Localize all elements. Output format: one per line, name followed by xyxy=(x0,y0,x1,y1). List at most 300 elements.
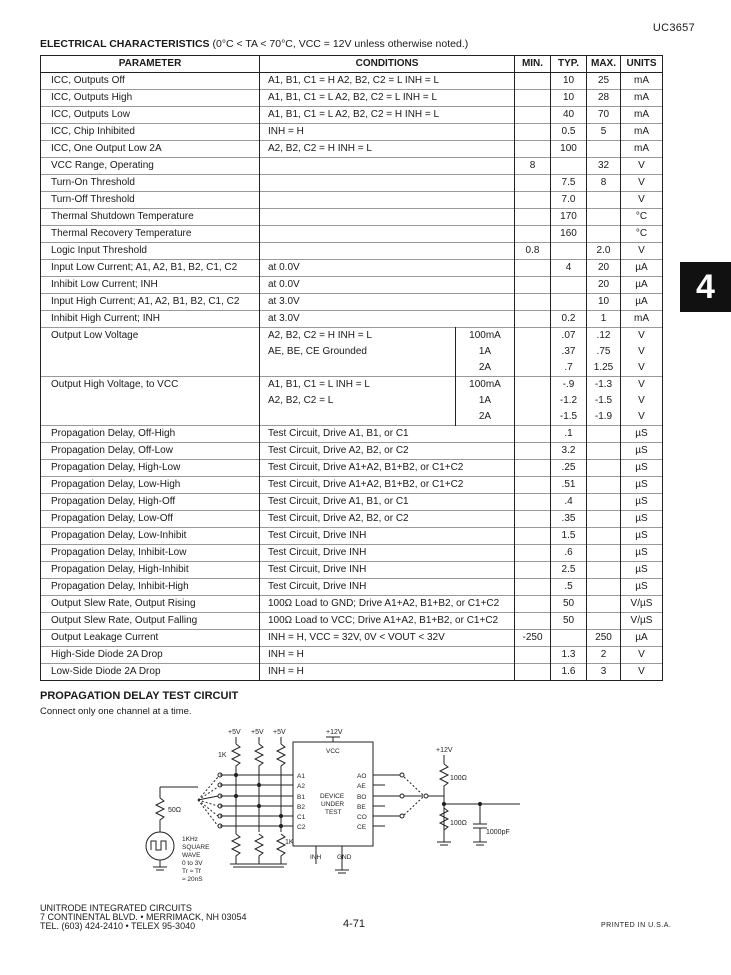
table-row xyxy=(41,294,663,311)
electrical-characteristics-title xyxy=(40,38,468,50)
cell-conditions xyxy=(260,158,515,175)
cell-min xyxy=(515,90,551,107)
cell-parameter: Turn-Off Threshold xyxy=(41,192,260,209)
cell-conditions: Test Circuit, Drive INH xyxy=(260,545,515,562)
cell-parameter: Output Slew Rate, Output Rising xyxy=(41,596,260,613)
cell-units: V xyxy=(621,243,663,260)
cell-typ: 4 xyxy=(551,260,587,277)
cell-min xyxy=(515,562,551,579)
cell-conditions: Test Circuit, Drive A1+A2, B1+B2, or C1+C2 xyxy=(260,477,515,494)
cell-parameter: Propagation Delay, Inhibit-Low xyxy=(41,545,260,562)
resistor-1k-bottom-label: 1K xyxy=(285,839,294,846)
cell-max: 5 xyxy=(587,124,621,141)
output-pin-label: BO xyxy=(357,794,367,801)
cell-units: mA xyxy=(621,90,663,107)
source-spec: SQUARE xyxy=(182,844,210,851)
cell-conditions: Test Circuit, Drive A1, B1, or C1 xyxy=(260,426,515,443)
supply-label: +5V xyxy=(228,729,241,736)
cell-max: 25 xyxy=(587,73,621,90)
table-row xyxy=(41,226,663,243)
cell-typ: 10 xyxy=(551,73,587,90)
input-pin-label: A1 xyxy=(297,773,305,780)
cell-units: µA xyxy=(621,277,663,294)
cell-max: 3 xyxy=(587,664,621,681)
cell-max: 2 xyxy=(587,647,621,664)
cell-units: mA xyxy=(621,107,663,124)
cell-max: -1.5 xyxy=(587,393,621,409)
cell-max xyxy=(587,511,621,528)
cell-min xyxy=(515,613,551,630)
cell-units: mA xyxy=(621,311,663,328)
table-row xyxy=(41,124,663,141)
cell-conditions: Test Circuit, Drive A1+A2, B1+B2, or C1+C2 xyxy=(260,460,515,477)
cell-parameter: Thermal Shutdown Temperature xyxy=(41,209,260,226)
cell-parameter: Inhibit High Current; INH xyxy=(41,311,260,328)
load-supply-label: +12V xyxy=(436,747,453,754)
table-row xyxy=(41,377,663,394)
cell-typ xyxy=(551,158,587,175)
gnd-pin-label: GND xyxy=(337,854,352,861)
cell-typ: -.9 xyxy=(551,377,587,394)
cell-units: µS xyxy=(621,443,663,460)
table-row xyxy=(41,494,663,511)
cell-typ: .1 xyxy=(551,426,587,443)
propagation-delay-test-circuit xyxy=(130,722,530,892)
cell-units: V xyxy=(621,192,663,209)
cell-max xyxy=(587,579,621,596)
cell-conditions: A1, B1, C1 = L A2, B2, C2 = H INH = L xyxy=(260,107,515,124)
input-pin-label: B1 xyxy=(297,794,305,801)
cell-typ xyxy=(551,294,587,311)
cell-min xyxy=(515,124,551,141)
cell-min xyxy=(515,511,551,528)
cell-max xyxy=(587,562,621,579)
supply-label: +5V xyxy=(273,729,286,736)
cell-units: V xyxy=(621,360,663,377)
cell-typ: 50 xyxy=(551,613,587,630)
cell-typ: 1.5 xyxy=(551,528,587,545)
cell-parameter: Output Slew Rate, Output Falling xyxy=(41,613,260,630)
cell-units: µA xyxy=(621,630,663,647)
source-resistor xyxy=(156,798,164,832)
cell-parameter: ICC, Chip Inhibited xyxy=(41,124,260,141)
cell-max: 2.0 xyxy=(587,243,621,260)
cell-min xyxy=(515,426,551,443)
cell-min xyxy=(515,393,551,409)
cell-max: 20 xyxy=(587,277,621,294)
cell-max: .75 xyxy=(587,344,621,360)
cell-units: V xyxy=(621,664,663,681)
cell-min: 8 xyxy=(515,158,551,175)
cell-typ: 1.6 xyxy=(551,664,587,681)
table-row xyxy=(41,630,663,647)
cell-min xyxy=(515,528,551,545)
cell-min xyxy=(515,192,551,209)
device-label: DEVICE xyxy=(320,793,345,800)
cell-parameter: High-Side Diode 2A Drop xyxy=(41,647,260,664)
cell-min xyxy=(515,328,551,345)
cell-min xyxy=(515,596,551,613)
table-row xyxy=(41,141,663,158)
cell-units: V/µS xyxy=(621,596,663,613)
cell-min xyxy=(515,344,551,360)
table-row xyxy=(41,360,663,377)
cell-parameter: Propagation Delay, Low-Off xyxy=(41,511,260,528)
source-spec: 0 to 3V xyxy=(182,860,203,867)
source-spec: ≈ 20nS xyxy=(182,876,203,883)
cell-units: V xyxy=(621,344,663,360)
cell-typ: 160 xyxy=(551,226,587,243)
cell-parameter: VCC Range, Operating xyxy=(41,158,260,175)
table-row xyxy=(41,545,663,562)
company-line: 7 CONTINENTAL BLVD. • MERRIMACK, NH 03054 xyxy=(40,912,247,922)
cell-parameter: Output Low Voltage xyxy=(41,328,260,345)
cell-max xyxy=(587,477,621,494)
cell-typ: 0.5 xyxy=(551,124,587,141)
cell-typ xyxy=(551,277,587,294)
cell-min xyxy=(515,664,551,681)
pullup-resistor xyxy=(277,744,285,832)
page-number: 4-71 xyxy=(343,918,366,930)
cell-max xyxy=(587,426,621,443)
cell-min xyxy=(515,579,551,596)
printed-in: PRINTED IN U.S.A. xyxy=(601,922,672,929)
cell-units: µS xyxy=(621,562,663,579)
table-row xyxy=(41,460,663,477)
cell-parameter: Propagation Delay, High-Off xyxy=(41,494,260,511)
part-number: UC3657 xyxy=(652,22,695,34)
cell-conditions: INH = H xyxy=(260,664,515,681)
cell-units: µS xyxy=(621,545,663,562)
cell-conditions xyxy=(260,209,515,226)
resistor-50-label: 50Ω xyxy=(168,807,182,814)
cell-units: µS xyxy=(621,477,663,494)
cell-min xyxy=(515,460,551,477)
test-circuit-title: PROPAGATION DELAY TEST CIRCUIT xyxy=(40,690,239,702)
header-max: MAX. xyxy=(587,56,621,73)
table-row xyxy=(41,393,663,409)
cell-parameter: Propagation Delay, Inhibit-High xyxy=(41,579,260,596)
cell-min xyxy=(515,477,551,494)
table-row xyxy=(41,511,663,528)
table-row xyxy=(41,328,663,345)
header-conditions: CONDITIONS xyxy=(260,56,515,73)
output-pin-label: CO xyxy=(357,814,367,821)
cell-units: µS xyxy=(621,460,663,477)
cell-conditions: 100Ω Load to VCC; Drive A1+A2, B1+B2, or C1+C2 xyxy=(260,613,515,630)
input-pin-label: B2 xyxy=(297,804,305,811)
cell-max: 8 xyxy=(587,175,621,192)
cell-min xyxy=(515,226,551,243)
cell-typ: 2.5 xyxy=(551,562,587,579)
cell-max xyxy=(587,141,621,158)
cell-max xyxy=(587,226,621,243)
cell-current: 1A xyxy=(456,393,515,409)
cell-parameter: Propagation Delay, Off-High xyxy=(41,426,260,443)
resistor-1k-label: 1K xyxy=(218,752,227,759)
cell-parameter: Output High Voltage, to VCC xyxy=(41,377,260,394)
square-wave-source xyxy=(146,832,174,860)
capacitor-label: 1000pF xyxy=(486,829,510,836)
cell-units: µS xyxy=(621,579,663,596)
cell-min xyxy=(515,443,551,460)
cell-conditions xyxy=(260,360,456,377)
cell-parameter: Logic Input Threshold xyxy=(41,243,260,260)
cell-min xyxy=(515,294,551,311)
footer-company xyxy=(40,904,247,931)
table-row xyxy=(41,260,663,277)
company-line: TEL. (603) 424-2410 • TELEX 95-3040 xyxy=(40,921,196,931)
cell-units: V xyxy=(621,647,663,664)
cell-typ: .6 xyxy=(551,545,587,562)
cell-units: V xyxy=(621,158,663,175)
cell-typ: 1.3 xyxy=(551,647,587,664)
table-row xyxy=(41,647,663,664)
table-body xyxy=(41,73,663,681)
cell-min xyxy=(515,360,551,377)
header-parameter: PARAMETER xyxy=(41,56,260,73)
cell-min xyxy=(515,545,551,562)
cell-typ: 50 xyxy=(551,596,587,613)
table-row xyxy=(41,277,663,294)
table-row xyxy=(41,243,663,260)
cell-min xyxy=(515,141,551,158)
table-row xyxy=(41,613,663,630)
cell-min xyxy=(515,73,551,90)
cell-units: µA xyxy=(621,294,663,311)
pullup-resistor xyxy=(255,744,263,832)
cell-typ: .4 xyxy=(551,494,587,511)
cell-parameter: Input High Current; A1, A2, B1, B2, C1, C2 xyxy=(41,294,260,311)
source-spec: WAVE xyxy=(182,852,201,859)
cell-parameter xyxy=(41,360,260,377)
section-tab: 4 xyxy=(680,262,731,312)
cell-typ: .35 xyxy=(551,511,587,528)
cell-min xyxy=(515,107,551,124)
cell-typ: .37 xyxy=(551,344,587,360)
cell-conditions: A1, B1, C1 = L A2, B2, C2 = L INH = L xyxy=(260,90,515,107)
cell-conditions: INH = H xyxy=(260,647,515,664)
cell-max: .12 xyxy=(587,328,621,345)
inh-pin-label: INH xyxy=(310,854,322,861)
input-pin-label: C1 xyxy=(297,814,306,821)
cell-conditions: A1, B1, C1 = H A2, B2, C2 = L INH = L xyxy=(260,73,515,90)
table-row xyxy=(41,562,663,579)
cell-parameter: Propagation Delay, High-Low xyxy=(41,460,260,477)
table-header-row xyxy=(41,56,663,73)
cell-typ: .7 xyxy=(551,360,587,377)
cell-typ: 7.0 xyxy=(551,192,587,209)
cell-min: 0.8 xyxy=(515,243,551,260)
cell-parameter: Propagation Delay, Off-Low xyxy=(41,443,260,460)
cell-units: mA xyxy=(621,124,663,141)
cell-conditions: Test Circuit, Drive A2, B2, or C2 xyxy=(260,511,515,528)
table-row xyxy=(41,528,663,545)
cell-conditions xyxy=(260,175,515,192)
cell-units: V xyxy=(621,328,663,345)
cell-units: µS xyxy=(621,426,663,443)
table-row xyxy=(41,409,663,426)
cell-min xyxy=(515,409,551,426)
cell-current: 100mA xyxy=(456,328,515,345)
cell-conditions: Test Circuit, Drive INH xyxy=(260,562,515,579)
cell-parameter: Turn-On Threshold xyxy=(41,175,260,192)
output-pin-label: BE xyxy=(357,804,366,811)
table-row xyxy=(41,175,663,192)
cell-units: °C xyxy=(621,209,663,226)
cell-conditions: 100Ω Load to GND; Drive A1+A2, B1+B2, or C1+C2 xyxy=(260,596,515,613)
vcc-pin-label: VCC xyxy=(326,748,340,755)
ec-title-conditions: (0°C < TA < 70°C, VCC = 12V unless otherwise noted.) xyxy=(212,38,469,50)
cell-typ: .07 xyxy=(551,328,587,345)
cell-min xyxy=(515,175,551,192)
cell-typ: 3.2 xyxy=(551,443,587,460)
cell-conditions: Test Circuit, Drive A1, B1, or C1 xyxy=(260,494,515,511)
cell-max: -1.3 xyxy=(587,377,621,394)
cell-min xyxy=(515,377,551,394)
cell-max xyxy=(587,545,621,562)
table-row xyxy=(41,664,663,681)
cell-typ xyxy=(551,243,587,260)
cell-typ: 7.5 xyxy=(551,175,587,192)
cell-conditions: INH = H xyxy=(260,124,515,141)
cell-max: 1.25 xyxy=(587,360,621,377)
cell-max: 10 xyxy=(587,294,621,311)
output-pin-label: AO xyxy=(357,773,367,780)
cell-units: V xyxy=(621,377,663,394)
table-row xyxy=(41,443,663,460)
cell-parameter: Propagation Delay, High-Inhibit xyxy=(41,562,260,579)
cell-max xyxy=(587,528,621,545)
load-resistor-bottom-label: 100Ω xyxy=(450,820,467,827)
cell-min xyxy=(515,277,551,294)
header-units: UNITS xyxy=(621,56,663,73)
cell-parameter: Propagation Delay, Low-Inhibit xyxy=(41,528,260,545)
cell-typ: .51 xyxy=(551,477,587,494)
cell-max: 1 xyxy=(587,311,621,328)
cell-min xyxy=(515,647,551,664)
test-circuit-subtitle: Connect only one channel at a time. xyxy=(40,706,192,717)
cell-min xyxy=(515,494,551,511)
cell-parameter: Inhibit Low Current; INH xyxy=(41,277,260,294)
cell-conditions xyxy=(260,409,456,426)
cell-parameter: Propagation Delay, Low-High xyxy=(41,477,260,494)
cell-current: 1A xyxy=(456,344,515,360)
cell-units: V/µS xyxy=(621,613,663,630)
table-row xyxy=(41,90,663,107)
cell-typ: 170 xyxy=(551,209,587,226)
cell-typ: -1.5 xyxy=(551,409,587,426)
table-row xyxy=(41,596,663,613)
cell-conditions: at 3.0V xyxy=(260,311,515,328)
cell-units: µS xyxy=(621,528,663,545)
cell-min: -250 xyxy=(515,630,551,647)
cell-current: 2A xyxy=(456,409,515,426)
cell-parameter: ICC, Outputs High xyxy=(41,90,260,107)
cell-parameter: ICC, Outputs Low xyxy=(41,107,260,124)
header-typ: TYP. xyxy=(551,56,587,73)
table-row xyxy=(41,579,663,596)
cell-typ: .5 xyxy=(551,579,587,596)
electrical-characteristics-table xyxy=(40,55,663,681)
cell-conditions: Test Circuit, Drive INH xyxy=(260,528,515,545)
table-row xyxy=(41,311,663,328)
table-row xyxy=(41,158,663,175)
cell-parameter xyxy=(41,409,260,426)
cell-parameter: ICC, Outputs Off xyxy=(41,73,260,90)
cell-max: -1.9 xyxy=(587,409,621,426)
cell-units: V xyxy=(621,393,663,409)
input-pin-label: A2 xyxy=(297,783,305,790)
cell-max: 20 xyxy=(587,260,621,277)
cell-conditions xyxy=(260,226,515,243)
cell-max xyxy=(587,596,621,613)
cell-parameter: Thermal Recovery Temperature xyxy=(41,226,260,243)
cell-max: 28 xyxy=(587,90,621,107)
table-row xyxy=(41,107,663,124)
table-row xyxy=(41,209,663,226)
cell-conditions xyxy=(260,243,515,260)
cell-min xyxy=(515,260,551,277)
table-row xyxy=(41,192,663,209)
cell-current: 100mA xyxy=(456,377,515,394)
cell-units: V xyxy=(621,175,663,192)
cell-conditions: at 3.0V xyxy=(260,294,515,311)
cell-min xyxy=(515,311,551,328)
company-line: UNITRODE INTEGRATED CIRCUITS xyxy=(40,903,192,913)
cell-max xyxy=(587,460,621,477)
cell-max xyxy=(587,613,621,630)
cell-max: 250 xyxy=(587,630,621,647)
cell-max: 32 xyxy=(587,158,621,175)
cell-conditions: A1, B1, C1 = L INH = L xyxy=(260,377,456,394)
source-spec: 1KHz xyxy=(182,836,198,843)
cell-conditions: A2, B2, C2 = L xyxy=(260,393,456,409)
cell-conditions: at 0.0V xyxy=(260,277,515,294)
cell-units: mA xyxy=(621,73,663,90)
cell-conditions xyxy=(260,192,515,209)
cell-conditions: INH = H, VCC = 32V, 0V < VOUT < 32V xyxy=(260,630,515,647)
cell-conditions: A2, B2, C2 = H INH = L xyxy=(260,328,456,345)
cell-max xyxy=(587,443,621,460)
cell-min xyxy=(515,209,551,226)
cell-units: V xyxy=(621,409,663,426)
cell-units: µS xyxy=(621,494,663,511)
cell-conditions: A2, B2, C2 = H INH = L xyxy=(260,141,515,158)
source-spec: Tr ≈ Tf xyxy=(182,868,201,875)
cell-parameter: ICC, One Output Low 2A xyxy=(41,141,260,158)
cell-units: °C xyxy=(621,226,663,243)
output-pin-label: AE xyxy=(357,783,366,790)
table-row xyxy=(41,344,663,360)
cell-parameter: Input Low Current; A1, A2, B1, B2, C1, C2 xyxy=(41,260,260,277)
cell-typ: -1.2 xyxy=(551,393,587,409)
cell-current: 2A xyxy=(456,360,515,377)
cell-typ xyxy=(551,630,587,647)
cell-parameter: Low-Side Diode 2A Drop xyxy=(41,664,260,681)
table-row xyxy=(41,477,663,494)
device-label: UNDER xyxy=(321,801,345,808)
cell-typ: 100 xyxy=(551,141,587,158)
cell-typ: .25 xyxy=(551,460,587,477)
cell-parameter xyxy=(41,393,260,409)
cell-parameter: Output Leakage Current xyxy=(41,630,260,647)
cell-parameter xyxy=(41,344,260,360)
cell-conditions: Test Circuit, Drive A2, B2, or C2 xyxy=(260,443,515,460)
cell-typ: 0.2 xyxy=(551,311,587,328)
output-pin-label: CE xyxy=(357,824,367,831)
input-pin-label: C2 xyxy=(297,824,306,831)
